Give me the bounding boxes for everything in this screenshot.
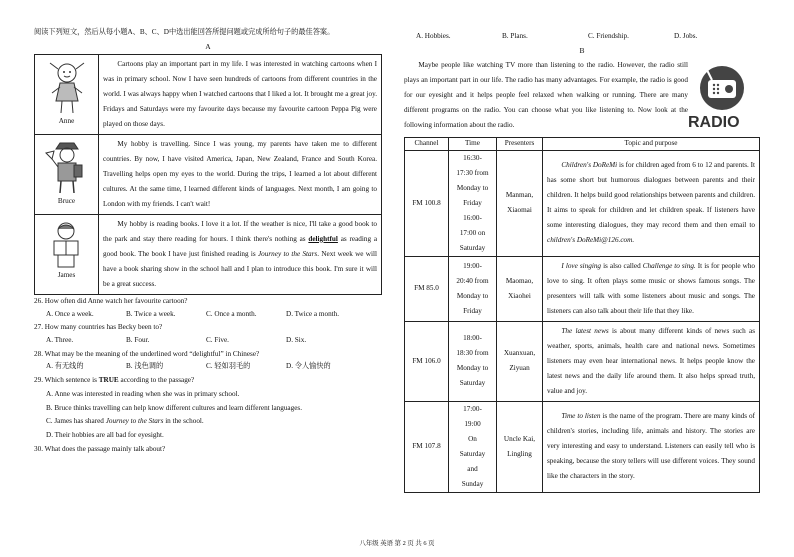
channel-cell: FM 85.0: [405, 256, 449, 321]
option[interactable]: [46, 417, 382, 427]
question-27-options: [34, 336, 382, 346]
james-text-middle: as reading a good book. The book I have just finished reading is: [103, 234, 378, 258]
left-column: [34, 28, 382, 454]
girl-icon: [44, 59, 90, 117]
channel-cell: FM 107.8: [405, 401, 449, 492]
topic-cell: [543, 401, 760, 492]
option[interactable]: A. Anne was interested in reading when she was in primary school.: [46, 389, 240, 398]
time-line: and: [467, 464, 478, 473]
presenters-cell: [497, 321, 543, 401]
program-description: is for children aged from 6 to 12 and parents. It has some short but humorous dialogues between parents and their children. It helps build good relationships between parents and children. It aims to speak for children and let children speak. If listeners have some interesting dialogues, they may record them and then email to: [547, 161, 755, 230]
program-email: children's DoReMi@126.com.: [547, 236, 635, 245]
option[interactable]: B. Bruce thinks travelling can help know different cultures and learn different languages.: [46, 403, 303, 412]
time-line: On: [468, 434, 477, 443]
radio-intro: Maybe people like watching TV more than listening to the radio. However, the radio still plays an important part in our life. The radio has many advantages. For example, the radio is good for our eyesight and it helps people feel relaxed when walking or running. There are many different programs on the radio. You can choose what you like listening to. Now look at the following information about the radio.: [404, 60, 688, 129]
time-line: 16:00-: [463, 213, 482, 222]
header-topic: Topic and purpose: [543, 137, 760, 150]
option[interactable]: B. Twice a week.: [126, 309, 176, 318]
time-cell: [449, 401, 497, 492]
time-line: Sunday: [461, 479, 484, 488]
option[interactable]: C. 轻如羽毛的: [206, 362, 251, 371]
time-line: Saturday: [459, 449, 486, 458]
passage-row-anne: [35, 54, 382, 134]
section-a-label: A: [205, 41, 211, 51]
passages-table: [34, 54, 382, 295]
program-description: It is for people who love to sing. It often plays some music or shows famous songs. The presenters will talk with some listeners about music and songs. The listeners can also talk about their life that they like.: [547, 261, 756, 315]
option[interactable]: A. Once a week.: [46, 309, 94, 318]
book-title: Journey to the Stars: [257, 249, 318, 258]
time-line: Friday: [463, 306, 482, 315]
time-line: 19:00: [464, 419, 481, 428]
presenter: Xuanxuan,: [503, 349, 536, 358]
channel-cell: FM 106.0: [405, 321, 449, 401]
option-c-end: in the school.: [165, 417, 204, 426]
presenter: Uncle Kai,: [503, 434, 536, 443]
presenters-cell: [497, 256, 543, 321]
program-title: I love singing: [561, 261, 602, 270]
anne-picture-cell: [35, 54, 99, 134]
topic-cell: [543, 256, 760, 321]
bruce-name: Bruce: [57, 196, 76, 205]
option-c-start: C. James has shared: [46, 417, 104, 426]
underlined-word-delightful: delightful: [308, 234, 338, 243]
question-30: 30. What does the passage mainly talk about?: [34, 444, 166, 453]
time-line: 17:30 from: [456, 168, 489, 177]
time-line: Monday to: [456, 364, 489, 373]
header-presenters: Presenters: [497, 137, 543, 150]
time-line: Saturday: [459, 243, 486, 252]
question-29-end: according to the passage?: [120, 376, 195, 385]
time-cell: [449, 321, 497, 401]
topic-cell: [543, 150, 760, 256]
question-29: [34, 376, 382, 386]
presenter: Xiaomai: [507, 206, 532, 215]
presenter: Maomao,: [505, 276, 534, 285]
option[interactable]: A. Three.: [46, 336, 74, 344]
passage-row-james: [35, 214, 382, 294]
time-line: Saturday: [459, 379, 486, 388]
program-title: Children's DoReMi: [561, 161, 618, 170]
james-text-end: . Next week we will have a book sharing show in the school hall and I plan to introduce this book. I'm sure it will be a great success.: [103, 249, 377, 288]
option[interactable]: B. Plans.: [502, 32, 528, 40]
section-b-label: B: [579, 45, 585, 55]
anne-name: Anne: [58, 116, 75, 125]
channel-cell: FM 100.8: [405, 150, 449, 256]
question-28: 28. What may be the meaning of the underlined word “delightful” in Chinese?: [34, 349, 260, 358]
right-column: [404, 32, 760, 493]
time-line: Monday to: [456, 291, 489, 300]
header-channel: Channel: [405, 137, 449, 150]
instructions: 阅读下列短文，然后从每小题A、B、C、D中选出能回答所提问题或完成所给句子的最佳答案。: [34, 28, 335, 36]
table-header-row: [405, 137, 760, 150]
time-line: 16:30-: [463, 153, 482, 162]
program-title: The latest news: [561, 326, 609, 335]
program-title-connector: is also called: [603, 261, 641, 270]
option-c-title: Journey to the Stars: [105, 417, 164, 426]
option[interactable]: B. Four.: [126, 336, 150, 344]
time-line: 20:40 from: [456, 276, 489, 285]
option[interactable]: A. Hobbies.: [416, 32, 451, 40]
time-line: Friday: [463, 198, 482, 207]
page-footer: 八年级 英语 第 2 页 共 6 页: [359, 540, 435, 548]
table-row: [405, 401, 760, 492]
presenter: Lingling: [507, 449, 532, 458]
james-name: James: [57, 270, 76, 279]
option[interactable]: D. Twice a month.: [286, 309, 340, 318]
time-line: 18:00-: [463, 334, 482, 343]
time-line: 19:00-: [463, 261, 482, 270]
radio-text: RADIO: [688, 113, 740, 131]
time-line: 17:00 on: [459, 228, 486, 237]
radio-logo: [686, 62, 756, 134]
traveller-boy-icon: [44, 139, 90, 197]
james-passage: [99, 214, 382, 294]
table-row: [405, 256, 760, 321]
presenter: Manman,: [505, 191, 534, 200]
program-description: is about many different kinds of news such as weather, sports, animals, health care and national news. Sometimes listeners may even hear international news. It helps people know the latest news and the daily life around them. It also helps spread truth, value and joy.: [547, 326, 755, 395]
question-30-options: [416, 32, 760, 42]
question-29-bold: TRUE: [98, 376, 119, 385]
presenters-cell: [497, 401, 543, 492]
option[interactable]: D. Six.: [286, 336, 307, 344]
anne-passage: Cartoons play an important part in my life. I was interested in watching cartoons when I was in primary school. Now I have seen hundreds of cartoons from different countries in the world. I was always happy when I watched cartoons that I liked a lot. It brought me a great joy. Fridays and Saturdays were my favourite days because my favourite cartoon Peppa Pig were played on those days.: [99, 54, 382, 134]
bruce-picture-cell: [35, 134, 99, 214]
reading-boy-icon: [44, 219, 90, 271]
option[interactable]: C. Once a month.: [206, 309, 257, 318]
table-row: [405, 150, 760, 256]
topic-cell: [543, 321, 760, 401]
option[interactable]: C. Five.: [206, 336, 229, 344]
header-time: Time: [449, 137, 497, 150]
question-26-options: [34, 310, 382, 320]
program-title: Time to listen: [561, 412, 601, 421]
question-27: 27. How many countries has Becky been to?: [34, 323, 163, 332]
presenter: Xiaohei: [508, 291, 531, 300]
option[interactable]: C. Friendship.: [588, 32, 629, 40]
time-line: Monday to: [456, 183, 489, 192]
passage-row-bruce: [35, 134, 382, 214]
option[interactable]: D. Their hobbies are all bad for eyesight.: [46, 431, 164, 440]
question-26: 26. How often did Anne watch her favourite cartoon?: [34, 296, 188, 305]
program-alt-title: Challenge to sing.: [642, 261, 696, 270]
james-text-start: My hobby is reading books. I love it a lot. If the weather is nice, I'll take a good book to the park and stay there reading for hours. I think there's nothing as: [103, 219, 377, 243]
question-28-options: [34, 362, 382, 372]
time-cell: [449, 150, 497, 256]
option[interactable]: B. 浅色调的: [126, 362, 164, 371]
time-line: 18:30 from: [456, 349, 489, 358]
time-line: 17:00-: [463, 404, 482, 413]
program-description: is the name of the program. There are many kinds of children's stories, including life, animals and history. The stories are very interesting and easy to understand. Listeners can easily tell who is speaking, because the story tellers will use different voices. They sound like the characters in the story.: [547, 412, 755, 481]
question-29-start: 29. Which sentence is: [34, 376, 97, 385]
presenters-cell: [497, 150, 543, 256]
question-29-options: [34, 390, 382, 441]
option[interactable]: D. Jobs.: [674, 32, 698, 40]
radio-programs-table: [404, 137, 760, 493]
presenter: Ziyuan: [509, 364, 530, 373]
time-cell: [449, 256, 497, 321]
option[interactable]: A. 有无线的: [46, 362, 84, 371]
bruce-passage: My hobby is travelling. Since I was young, my parents have taken me to different countries. By now, I have visited America, Japan, New Zealand, France and South Korea. Travelling helps open my eyes to the world. During the trips, I learned a lot about different cultures. At the same time, I learned different kinds of languages. Next month, I am going to London with my friends. I can't wait!: [99, 134, 382, 214]
table-row: [405, 321, 760, 401]
james-picture-cell: [35, 214, 99, 294]
option[interactable]: D. 令人愉快的: [286, 362, 331, 371]
